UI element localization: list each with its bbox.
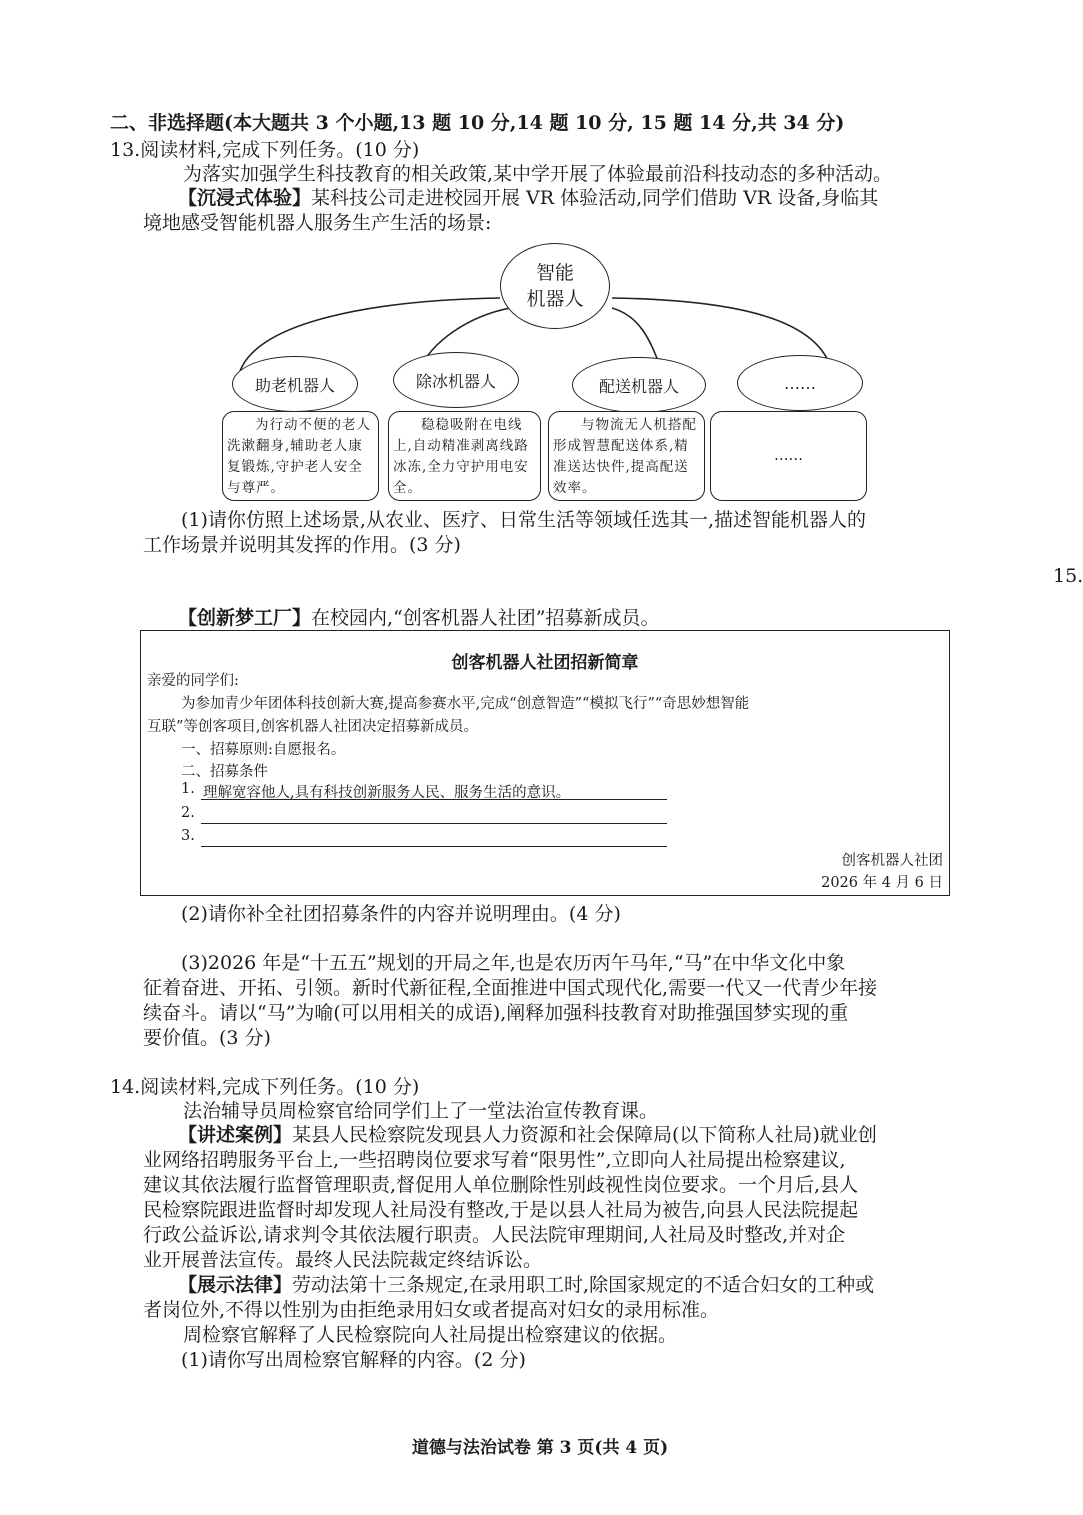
node-delivery-robot: 配送机器人	[572, 357, 706, 413]
case-line3: 建议其依法履行监督管理职责,督促用人单位删除性别歧视性岗位要求。一个月后,县人	[143, 1174, 859, 1196]
case-line5: 行政公益诉讼,请求判令其依法履行职责。人民法院审理期间,人社局及时整改,并对企	[143, 1224, 846, 1246]
vr-label: 【沉浸式体验】	[178, 187, 312, 209]
law-line1: 劳动法第十三条规定,在录用职工时,除国家规定的不适合妇女的工种或	[292, 1274, 875, 1296]
diagram-root-node	[500, 243, 610, 329]
section-title: 二、非选择题(本大题共 3 个小题,13 题 10 分,14 题 10 分, 15 题 14 分,共 34 分)	[110, 112, 845, 134]
margin-question-number: 15.	[1053, 565, 1083, 587]
q13-task2: (2)请你补全社团招募条件的内容并说明理由。(4 分)	[181, 903, 621, 925]
q13-task3-line4: 要价值。(3 分)	[143, 1027, 271, 1049]
notice-signature: 创客机器人社团	[841, 853, 943, 869]
q14-header: 14.阅读材料,完成下列任务。(10 分)	[110, 1076, 420, 1098]
q14-case-paragraph	[178, 1122, 877, 1148]
case-line2: 业网络招聘服务平台上,一些招聘岗位要求写着“限男性”,立即向人社局提出检察建议,	[143, 1149, 846, 1171]
q14-explain: 周检察官解释了人民检察院向人社局提出检察建议的依据。	[183, 1324, 678, 1346]
case-line4: 民检察院跟进监督时却发现人社局没有整改,于是以县人社局为被告,向县人民法院提起	[143, 1199, 859, 1221]
q13-task3-line3: 续奋斗。请以“马”为喻(可以用相关的成语),阐释加强科技教育对助推强国梦实现的重	[143, 1002, 849, 1024]
vr-line1: 某科技公司走进校园开展 VR 体验活动,同学们借助 VR 设备,身临其	[311, 187, 879, 209]
desc-box-deicing	[388, 411, 541, 501]
condition-3-number: 3.	[181, 828, 195, 844]
notice-body-line1: 为参加青少年团体科技创新大赛,提高参赛水平,完成“创意智造”“模拟飞行”“奇思妙想智能	[181, 696, 750, 712]
root-line1: 智能	[535, 262, 574, 284]
desc-deicing: 稳稳吸附在电线上,自动精准剥离线路冰冻,全力守护用电安全。	[393, 417, 529, 496]
notice-date: 2026 年 4 月 6 日	[821, 875, 943, 891]
page-footer: 道德与法治试卷 第 3 页(共 4 页)	[411, 1438, 669, 1458]
notice-title: 创客机器人社团招新简章	[451, 653, 639, 673]
desc-box-delivery	[548, 411, 705, 501]
desc-box-elderly-care	[222, 411, 379, 501]
innovation-paragraph	[178, 605, 659, 631]
q13-task1-line1: (1)请你仿照上述场景,从农业、医疗、日常生活等领域任选其一,描述智能机器人的	[181, 509, 866, 531]
notice-principle: 一、招募原则:自愿报名。	[181, 742, 346, 758]
condition-2-blank	[201, 823, 667, 824]
q14-intro: 法治辅导员周检察官给同学们上了一堂法治宣传教育课。	[183, 1100, 659, 1122]
q13-task1-line2: 工作场景并说明其发挥的作用。(3 分)	[143, 534, 461, 556]
innovation-label: 【创新梦工厂】	[178, 607, 312, 629]
condition-1-number: 1.	[181, 781, 195, 797]
q13-task3-line1: (3)2026 年是“十五五”规划的开局之年,也是农历丙午马年,“马”在中华文化中象	[181, 952, 846, 974]
root-line2: 机器人	[526, 288, 584, 310]
node-more: ……	[737, 355, 863, 411]
q13-intro: 为落实加强学生科技教育的相关政策,某中学开展了体验最前沿科技动态的多种活动。	[183, 163, 893, 185]
desc-more: ……	[774, 448, 803, 464]
condition-2-number: 2.	[181, 805, 195, 821]
case-label: 【讲述案例】	[178, 1124, 293, 1146]
law-label: 【展示法律】	[178, 1274, 293, 1296]
recruitment-notice	[140, 630, 950, 896]
vr-line2: 境地感受智能机器人服务生产生活的场景:	[143, 212, 492, 234]
notice-body-line2: 互联”等创客项目,创客机器人社团决定招募新成员。	[147, 719, 479, 735]
node-deicing-robot: 除冰机器人	[393, 352, 519, 408]
condition-3-blank	[201, 846, 667, 847]
condition-1-text: 理解宽容他人,具有科技创新服务人民、服务生活的意识。	[203, 785, 571, 801]
q13-header: 13.阅读材料,完成下列任务。(10 分)	[110, 139, 420, 161]
q14-law-paragraph	[178, 1272, 874, 1298]
case-line1: 某县人民检察院发现县人力资源和社会保障局(以下简称人社局)就业创	[292, 1124, 877, 1146]
innovation-text: 在校园内,“创客机器人社团”招募新成员。	[311, 607, 660, 629]
q13-task3-line2: 征着奋进、开拓、引领。新时代新征程,全面推进中国式现代化,需要一代又一代青少年接	[143, 977, 878, 999]
law-line2: 者岗位外,不得以性别为由拒绝录用妇女或者提高对妇女的录用标准。	[143, 1299, 720, 1321]
node-elderly-care-robot: 助老机器人	[232, 356, 358, 412]
condition-1-underline	[201, 799, 667, 800]
q14-task1: (1)请你写出周检察官解释的内容。(2 分)	[181, 1349, 526, 1371]
desc-elderly-care: 为行动不便的老人洗漱翻身,辅助老人康复锻炼,守护老人安全与尊严。	[227, 417, 371, 496]
desc-delivery: 与物流无人机搭配形成智慧配送体系,精准送达快件,提高配送效率。	[553, 417, 697, 496]
case-line6: 业开展普法宣传。最终人民法院裁定终结诉讼。	[143, 1249, 543, 1271]
desc-box-more	[710, 411, 867, 501]
notice-greeting: 亲爱的同学们:	[147, 673, 239, 689]
notice-conditions-title: 二、招募条件	[181, 764, 268, 780]
